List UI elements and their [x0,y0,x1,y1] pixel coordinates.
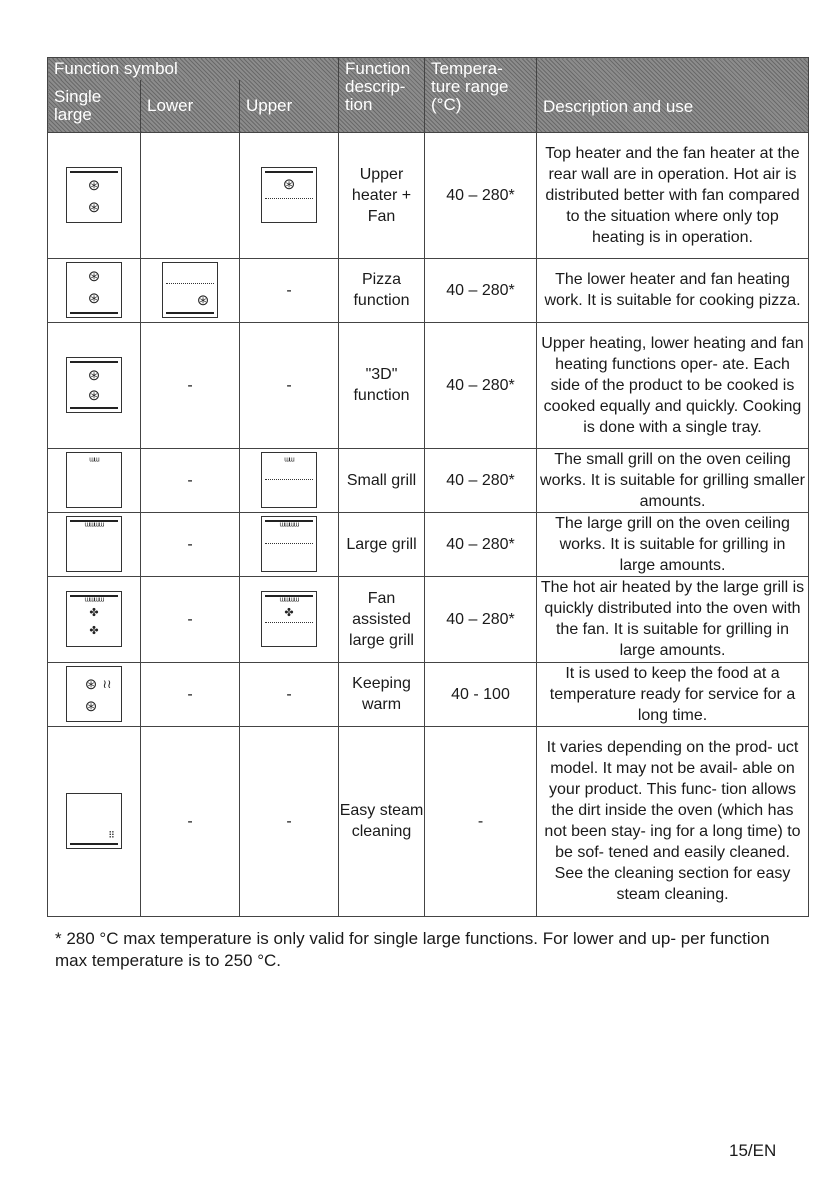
oven-symbol-icon [66,591,122,647]
grill-wave-icon: ᵚᵚ [89,456,99,467]
fan-icon: ⊛ [282,176,296,193]
footnote: * 280 °C max temperature is only valid for single large functions. For lower and up- per function max temperature is to 250 °C. [55,929,770,970]
function-description: Easy steam cleaning [339,726,425,916]
single-large-symbol [48,576,141,662]
function-description: Fan assisted large grill [339,576,425,662]
oven-symbol-icon [66,357,122,413]
table-row [48,132,809,258]
upper-cell: - [240,662,339,726]
description-and-use: The lower heater and fan heating work. It is suitable for cooking pizza. [537,258,809,322]
header-row-1 [48,58,809,81]
table-row [48,448,809,512]
temperature-range: 40 – 280* [425,322,537,448]
table-row [48,322,809,448]
function-description: Pizza function [339,258,425,322]
lower-cell [141,132,240,258]
fan-icon: ⊛ [196,292,210,309]
function-description: Small grill [339,448,425,512]
table-row [48,726,809,916]
table-row [48,512,809,576]
header-function-symbol: Function symbol [48,58,339,81]
temperature-range: 40 – 280* [425,258,537,322]
fan-icon: ⊛ [87,199,101,216]
function-description: Upper heater + Fan [339,132,425,258]
oven-symbol-icon [66,167,122,223]
temperature-range: - [425,726,537,916]
temperature-range: 40 – 280* [425,512,537,576]
oven-symbol-icon [66,516,122,572]
table-row [48,662,809,726]
oven-symbol-icon [261,591,317,647]
fan-icon: ⊛ [84,676,98,693]
lower-cell: - [141,576,240,662]
lower-cell: - [141,662,240,726]
grill-wave-icon: ᵚᵚᵚᵚ [279,521,299,532]
fan-icon: ⊛ [87,290,101,307]
upper-symbol [240,448,339,512]
upper-symbol [240,576,339,662]
upper-symbol [240,512,339,576]
upper-symbol [240,132,339,258]
single-large-symbol [48,448,141,512]
oven-symbol-icon [66,452,122,508]
single-large-symbol [48,512,141,576]
description-and-use: It varies depending on the prod- uct model. It may not be avail- able on your product. This func- tion allows the dirt inside the oven (which has not been stay- ing for a long time) to be sof- tened and easily cleaned. See the cleaning section for easy steam cleaning. [537,726,809,916]
single-large-symbol [48,322,141,448]
description-and-use: The hot air heated by the large grill is quickly distributed into the oven with the fan. It is suitable for grilling in large amounts. [537,576,809,662]
description-and-use: It is used to keep the food at a temperature ready for service for a long time. [537,662,809,726]
upper-cell: - [240,322,339,448]
fan-icon: ✤ [89,607,99,619]
lower-cell: - [141,322,240,448]
fan-icon: ✤ [89,625,99,637]
single-large-symbol [48,662,141,726]
single-large-symbol [48,258,141,322]
fan-icon: ⊛ [87,387,101,404]
oven-symbol-icon [66,793,122,849]
fan-icon: ✤ [284,607,294,619]
upper-cell: - [240,726,339,916]
oven-symbol-icon [66,262,122,318]
function-description: Keeping warm [339,662,425,726]
header-upper: Upper [240,80,339,132]
description-and-use: Upper heating, lower heating and fan heating functions oper- ate. Each side of the product to be cooked is cooked equally and quickly. Cooking is done with a single tray. [537,322,809,448]
header-single-large: Single large [48,80,141,132]
grill-wave-icon: ᵚᵚᵚᵚ [84,521,104,532]
description-and-use: Top heater and the fan heater at the rear wall are in operation. Hot air is distributed better with fan compared to the situation where only top heating is in operation. [537,132,809,258]
header-lower: Lower [141,80,240,132]
steam-dots-icon: ⠿ [108,830,114,840]
table-row [48,576,809,662]
lower-cell: - [141,726,240,916]
temperature-range: 40 – 280* [425,448,537,512]
oven-symbol-icon [261,516,317,572]
table-row [48,258,809,322]
fan-icon: ⊛ [87,367,101,384]
fan-icon: ⊛ [87,177,101,194]
lower-symbol [141,258,240,322]
page-number: 15/EN [729,1141,777,1160]
oven-symbol-icon [261,452,317,508]
temperature-range: 40 – 280* [425,132,537,258]
header-description-and-use: Description and use [537,58,809,133]
oven-symbol-icon [66,666,122,722]
fan-icon: ⊛ [84,698,98,715]
header-function-description: Function descrip- tion [339,58,425,133]
fan-icon: ⊛ [87,268,101,285]
grill-wave-icon: ᵚᵚ [284,456,294,467]
upper-cell: - [240,258,339,322]
description-and-use: The large grill on the oven ceiling works. It is suitable for grilling in large amounts. [537,512,809,576]
single-large-symbol [48,726,141,916]
oven-functions-table [47,57,809,917]
function-description: "3D" function [339,322,425,448]
grill-wave-icon: ᵚᵚᵚᵚ [84,596,104,607]
single-large-symbol [48,132,141,258]
oven-symbol-icon [162,262,218,318]
temperature-range: 40 - 100 [425,662,537,726]
oven-symbol-icon [261,167,317,223]
temperature-range: 40 – 280* [425,576,537,662]
description-and-use: The small grill on the oven ceiling works. It is suitable for grilling smaller amounts. [537,448,809,512]
lower-cell: - [141,512,240,576]
lower-cell: - [141,448,240,512]
header-temperature-range: Tempera- ture range (°C) [425,58,537,133]
heat-waves-icon: ≀≀ [102,677,112,691]
grill-wave-icon: ᵚᵚᵚᵚ [279,596,299,607]
function-description: Large grill [339,512,425,576]
